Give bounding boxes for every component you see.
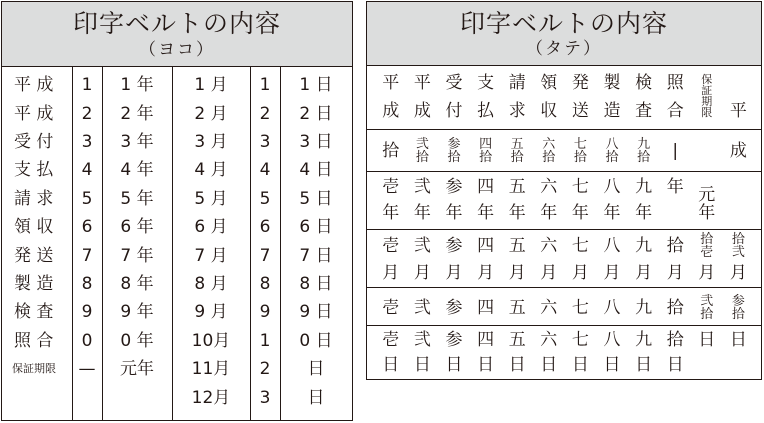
right-cell: 六 <box>540 177 558 197</box>
right-cell: 年 <box>508 203 526 223</box>
right-cell: 拾 <box>382 141 400 161</box>
right-cell: 参拾 <box>731 294 745 322</box>
right-cell: 検 <box>635 73 653 93</box>
left-cell: 保証期限 <box>12 362 56 376</box>
right-table-vertical <box>366 1 762 380</box>
left-cell: 1 <box>259 75 271 96</box>
right-cell: 参 <box>445 298 463 318</box>
right-cell: 収 <box>540 101 558 121</box>
right-cell: 平 <box>382 73 400 93</box>
left-cell: 平 成 <box>14 103 54 124</box>
left-cell: 平 成 <box>14 75 54 96</box>
right-cell: 成 <box>729 141 747 161</box>
right-cell: 九 <box>635 177 653 197</box>
right-cell: 五 <box>508 330 526 350</box>
right-cell: 拾弐 <box>731 232 745 260</box>
right-cell: 受 <box>445 73 463 93</box>
right-cell: 日 <box>382 355 400 375</box>
left-cell: 支 払 <box>14 160 54 181</box>
right-cell: 月 <box>666 263 684 283</box>
right-cell: 四 <box>477 298 495 318</box>
right-cell: 八 <box>603 236 621 256</box>
left-cell: 9 日 <box>299 302 333 323</box>
right-cell: 八 <box>603 330 621 350</box>
right-cell: 合 <box>666 101 684 121</box>
right-cell: 月 <box>729 263 747 283</box>
left-cell: 6 年 <box>120 217 154 238</box>
right-cell: 五 <box>508 236 526 256</box>
right-cell: 日 <box>508 355 526 375</box>
left-cell: 2 年 <box>120 103 154 124</box>
left-cell: 4 年 <box>120 160 154 181</box>
right-subtitle: （タテ） <box>526 39 602 59</box>
right-cell: 弐拾 <box>415 137 429 165</box>
right-cell: 年 <box>571 203 589 223</box>
right-section-divider <box>367 129 761 130</box>
right-cell: 領 <box>540 73 558 93</box>
left-cell: 2 <box>81 103 93 124</box>
right-cell: 拾 <box>666 298 684 318</box>
right-cell: 日 <box>698 330 716 350</box>
left-cell: 4 月 <box>194 160 228 181</box>
right-cell: 日 <box>729 330 747 350</box>
right-cell: 年 <box>382 203 400 223</box>
left-cell: — <box>78 359 96 380</box>
left-cell: 6 日 <box>299 217 333 238</box>
left-cell: 8 月 <box>194 274 228 294</box>
right-cell: 成 <box>382 101 400 121</box>
left-cell: 6 <box>81 217 93 238</box>
left-cell: 日 <box>307 359 325 380</box>
right-cell: 月 <box>603 263 621 283</box>
left-cell: 1 年 <box>120 75 154 96</box>
right-cell: 平 <box>413 73 431 93</box>
left-cell: 5 <box>81 188 93 209</box>
right-cell: 年 <box>477 203 495 223</box>
left-cell: 7 <box>81 245 93 266</box>
left-cell: 4 日 <box>299 160 333 181</box>
left-subtitle: （ヨコ） <box>139 40 215 60</box>
right-cell: 日 <box>445 355 463 375</box>
left-cell: 3 <box>81 132 93 152</box>
right-cell: 九拾 <box>637 137 651 165</box>
left-cell: 2 <box>259 359 271 380</box>
right-cell: 七 <box>571 177 589 197</box>
right-cell: 日 <box>571 355 589 375</box>
left-cell: 日 <box>307 387 325 408</box>
left-cell: 0 日 <box>299 330 333 351</box>
right-cell: 七 <box>571 236 589 256</box>
right-cell: 月 <box>540 263 558 283</box>
right-cell: 日 <box>540 355 558 375</box>
right-cell: 日 <box>635 355 653 375</box>
left-cell: 1 <box>259 330 271 351</box>
right-cell: 元 <box>698 185 716 205</box>
left-cell: 5 年 <box>120 188 154 209</box>
right-cell: 月 <box>635 263 653 283</box>
left-cell: 2 日 <box>299 103 333 124</box>
right-cell: 月 <box>382 263 400 283</box>
left-cell: 検 査 <box>14 302 54 323</box>
right-cell: 参 <box>445 177 463 197</box>
right-cell: 年 <box>666 177 684 197</box>
left-cell: 5 月 <box>194 188 228 209</box>
left-cell: 照 合 <box>14 330 54 351</box>
left-cell: 製 造 <box>14 274 54 294</box>
right-cell: 成 <box>413 101 431 121</box>
left-cell: 7 日 <box>299 245 333 266</box>
left-cell: 12月 <box>191 387 231 408</box>
left-cell: 3 年 <box>120 132 154 152</box>
left-cell: 4 <box>259 160 271 181</box>
left-cell: 10月 <box>191 330 231 351</box>
left-cell: 8 日 <box>299 274 333 294</box>
left-cell: 6 月 <box>194 217 228 238</box>
left-cell: 8 年 <box>120 274 154 294</box>
right-title: 印字ベルトの内容 <box>459 9 668 38</box>
right-cell: 四 <box>477 330 495 350</box>
right-cell: 六 <box>540 236 558 256</box>
right-cell: 参 <box>445 236 463 256</box>
right-cell: 五 <box>508 177 526 197</box>
left-cell: 1 <box>81 75 93 96</box>
right-cell: 九 <box>635 298 653 318</box>
right-cell: 年 <box>413 203 431 223</box>
right-cell: 五 <box>508 298 526 318</box>
right-cell: 付 <box>445 101 463 121</box>
left-cell: 5 <box>259 188 271 209</box>
left-title: 印字ベルトの内容 <box>72 9 281 38</box>
left-cell: 1 日 <box>299 75 333 96</box>
right-cell: 日 <box>477 355 495 375</box>
left-cell: 3 <box>259 387 271 408</box>
left-cell: 8 <box>81 274 93 294</box>
left-cell: 発 送 <box>14 245 54 266</box>
left-cell: 3 <box>259 132 271 152</box>
left-cell: 5 日 <box>299 188 333 209</box>
left-cell: 8 <box>259 274 271 294</box>
right-cell: 査 <box>635 101 653 121</box>
right-cell: 年 <box>445 203 463 223</box>
right-cell: 六 <box>540 330 558 350</box>
left-cell: 9 <box>81 302 93 323</box>
right-cell: 支 <box>477 73 495 93</box>
right-cell: 月 <box>413 263 431 283</box>
right-cell: 平 <box>729 101 747 121</box>
right-cell: 保証期限 <box>701 73 713 119</box>
right-cell: 年 <box>603 203 621 223</box>
left-cell: 2 <box>259 103 271 124</box>
right-cell: 請 <box>508 73 526 93</box>
right-cell: 日 <box>666 355 684 375</box>
left-cell: 1 月 <box>194 75 228 96</box>
right-cell: 求 <box>508 101 526 121</box>
right-cell: 払 <box>477 101 495 121</box>
right-cell: 拾壱 <box>700 232 714 260</box>
right-cell: 送 <box>571 101 589 121</box>
left-cell: 4 <box>81 160 93 181</box>
right-cell: 照 <box>666 73 684 93</box>
right-section-divider <box>367 325 761 326</box>
left-cell: 3 月 <box>194 132 228 152</box>
right-cell: 製 <box>603 73 621 93</box>
left-cell: 3 日 <box>299 132 333 152</box>
right-cell: 日 <box>413 355 431 375</box>
right-cell: 弐 <box>413 236 431 256</box>
right-cell: 四拾 <box>479 137 493 165</box>
left-cell: 2 月 <box>194 103 228 124</box>
right-cell: 壱 <box>382 236 400 256</box>
right-title-box <box>367 2 761 66</box>
right-cell: 参 <box>445 330 463 350</box>
left-cell: 元年 <box>120 359 154 380</box>
right-cell: 七 <box>571 298 589 318</box>
left-cell: 0 <box>81 330 93 351</box>
left-cell: 7 月 <box>194 245 228 266</box>
right-cell: 七拾 <box>573 137 587 165</box>
left-cell: 受 付 <box>14 132 54 152</box>
right-cell: 五拾 <box>510 137 524 165</box>
left-cell: 0 年 <box>120 330 154 351</box>
right-cell: 月 <box>477 263 495 283</box>
left-cell: 9 <box>259 302 271 323</box>
left-cell: 9 年 <box>120 302 154 323</box>
right-cell: 発 <box>571 73 589 93</box>
left-cell: 7 年 <box>120 245 154 266</box>
right-cell: 六拾 <box>542 137 556 165</box>
left-table-horizontal <box>1 1 353 421</box>
left-cell: 6 <box>259 217 271 238</box>
right-cell: 九 <box>635 330 653 350</box>
right-cell: 月 <box>571 263 589 283</box>
right-cell: 壱 <box>382 177 400 197</box>
right-section-divider <box>367 287 761 288</box>
right-cell: 弐 <box>413 177 431 197</box>
left-cell: 領 収 <box>14 217 54 238</box>
right-cell: 月 <box>698 263 716 283</box>
right-cell: 拾 <box>666 236 684 256</box>
right-cell: 拾 <box>666 330 684 350</box>
right-cell: 弐 <box>413 330 431 350</box>
right-cell: 八拾 <box>605 137 619 165</box>
left-cell: 11月 <box>191 359 231 380</box>
right-cell: 日 <box>603 355 621 375</box>
right-cell: 四 <box>477 236 495 256</box>
right-cell: 四 <box>477 177 495 197</box>
right-cell: 月 <box>508 263 526 283</box>
right-cell: 造 <box>603 101 621 121</box>
left-title-box <box>2 2 352 67</box>
right-cell: 弐拾 <box>700 294 714 322</box>
right-cell: | <box>672 141 679 161</box>
right-cell: 壱 <box>382 298 400 318</box>
right-cell: 参拾 <box>447 137 461 165</box>
right-cell: 八 <box>603 298 621 318</box>
right-cell: 七 <box>571 330 589 350</box>
right-cell: 年 <box>635 203 653 223</box>
right-cell: 月 <box>445 263 463 283</box>
right-cell: 八 <box>603 177 621 197</box>
left-cell: 7 <box>259 245 271 266</box>
right-section-divider <box>367 171 761 172</box>
right-cell: 壱 <box>382 330 400 350</box>
right-cell: 弐 <box>413 298 431 318</box>
right-cell: 九 <box>635 236 653 256</box>
right-cell: 年 <box>698 203 716 223</box>
left-cell: 9 月 <box>194 302 228 323</box>
left-cell: 請 求 <box>14 188 54 209</box>
right-cell: 年 <box>540 203 558 223</box>
right-section-divider <box>367 229 761 230</box>
right-cell: 六 <box>540 298 558 318</box>
